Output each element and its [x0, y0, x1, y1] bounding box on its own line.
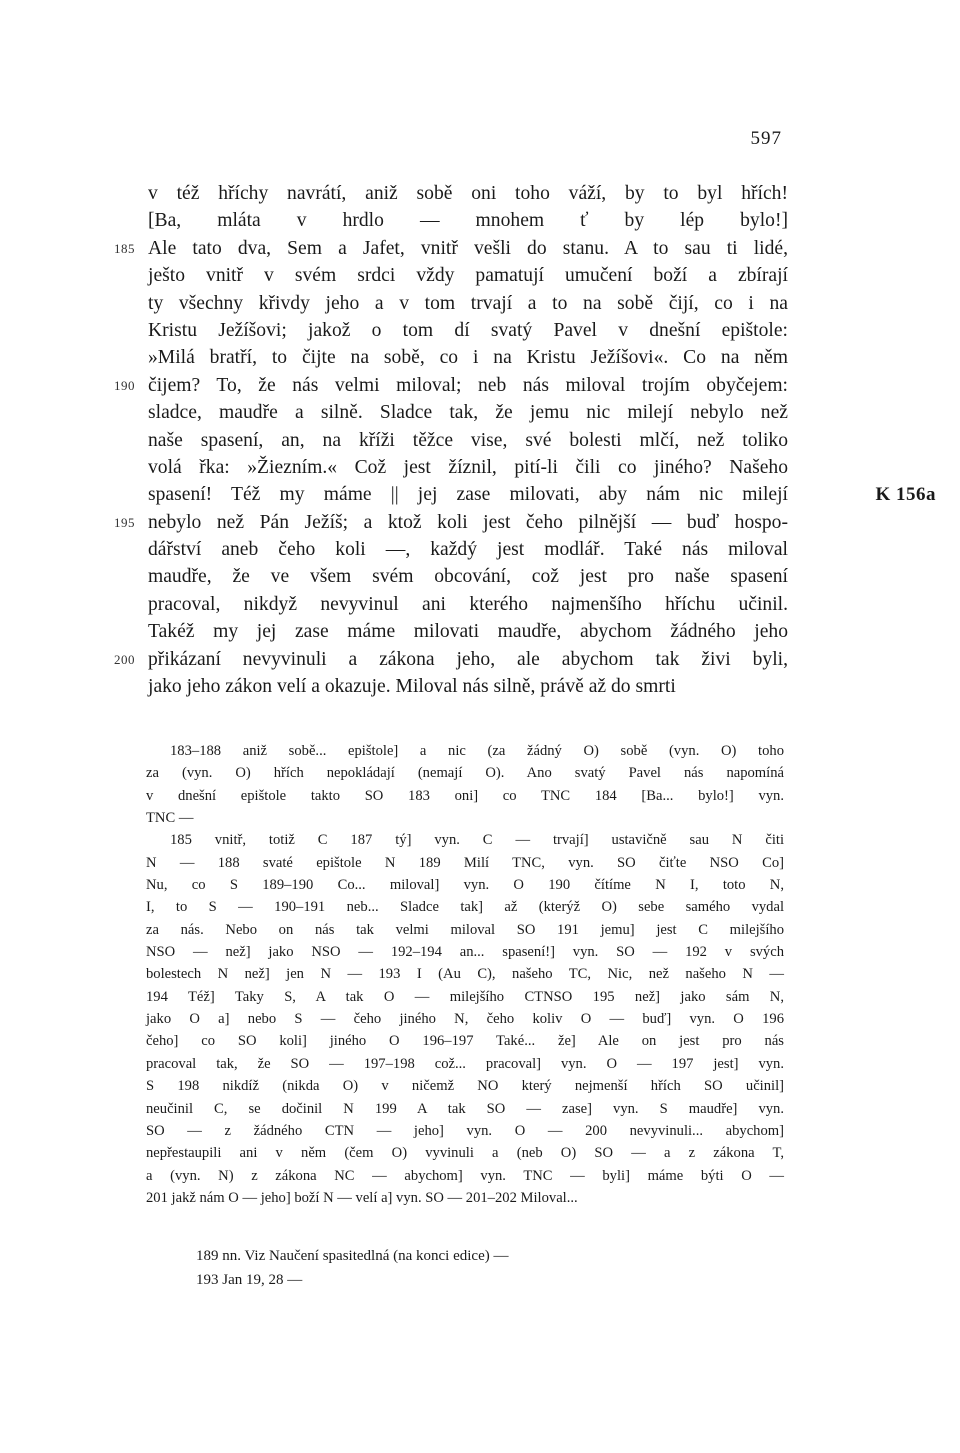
text-line: [114, 235, 788, 262]
apparatus-line: jako O a] nebo S — čeho jiného N, čeho koliv O — buď] vyn. O 196: [146, 1011, 784, 1028]
apparatus-line: NSO — než] jako NSO — 192–194 an... spasení!] vyn. SO — 192 v svých: [146, 944, 784, 961]
apparatus-line: TNC —: [146, 810, 194, 827]
text-line: [148, 591, 788, 618]
apparatus-line: SO — z žádného CTN — jeho] vyn. O — 200 nevyvinuli... abychom]: [146, 1122, 784, 1139]
text-line: [148, 344, 788, 371]
text-line-content: jako jeho zákon velí a okazuje. Miloval nás silně, právě až do smrti: [148, 676, 676, 698]
text-line-content: dářství aneb čeho koli —, každý jest modlář. Také nás miloval: [148, 539, 788, 561]
text-line: [114, 509, 788, 536]
line-number: 190: [114, 377, 135, 393]
text-line: [148, 290, 788, 317]
apparatus-line: čeho] co SO koli] jiného O 196–197 Také... že] Ale on jest pro nás: [146, 1033, 784, 1050]
text-line-content: přikázaní nevyvinuli a zákona jeho, ale abychom tak živi byli,: [148, 648, 788, 670]
apparatus-line: Nu, co S 189–190 Co... miloval] vyn. O 190 čítíme N I, toto N,: [146, 877, 784, 894]
text-line: [148, 180, 788, 207]
apparatus-line: a (vyn. N) z zákona NC — abychom] vyn. TNC — byli] máme býti O —: [146, 1167, 784, 1184]
text-line-content: Kristu Ježíšovi; jakož o tom dí svatý Pavel v dnešní epištole:: [148, 319, 788, 341]
apparatus-line: 185 vnitř, totiž C 187 tý] vyn. C — trvají] ustavičně sau N čiti: [170, 832, 784, 849]
apparatus-line: za (vyn. O) hřích nepokládají (nemají O). Ano svatý Pavel nás napomíná: [146, 765, 784, 782]
text-line-content: [Ba, mláta v hrdlo — mnohem ť by lép bylo!]: [148, 210, 788, 232]
text-line: [148, 673, 788, 700]
text-line-content: naše spasení, an, na kříži těžce vise, své bolesti mlčí, než toliko: [148, 429, 788, 451]
line-number: 185: [114, 240, 135, 256]
apparatus-line: neučinil C, se dočinil N 199 A tak SO — zase] vyn. S maudře] vyn.: [146, 1100, 784, 1117]
text-line-content: Ale tato dva, Sem a Jafet, vnitř vešli do stanu. A to sau ti lidé,: [148, 237, 788, 259]
text-line: [148, 317, 788, 344]
text-line-content: v též hříchy navrátí, aniž sobě oni toho váží, by to byl hřích!: [148, 183, 788, 204]
note-line: 193 Jan 19, 28 —: [196, 1272, 303, 1288]
apparatus-line: pracoval tak, že SO — 197–198 což... pracoval] vyn. O — 197 jest] vyn.: [146, 1055, 784, 1072]
apparatus-line: 201 jakž nám O — jeho] boží N — velí a] vyn. SO — 201–202 Miloval...: [146, 1189, 578, 1206]
text-line-content: nebylo než Pán Ježíš; a ktož koli jest čeho pilnější — buď hospo-: [148, 511, 788, 533]
apparatus-line: za nás. Nebo on nás tak velmi miloval SO 191 jemu] jest C milejšího: [146, 921, 784, 938]
text-line: [148, 207, 788, 234]
line-number: 200: [114, 651, 135, 667]
apparatus-line: N — 188 svaté epištole N 189 Milí TNC, vyn. SO čiťte NSO Co]: [146, 854, 784, 871]
apparatus-line: v dnešní epištole takto SO 183 oni] co TNC 184 [Ba... bylo!] vyn.: [146, 787, 784, 804]
text-line: [114, 372, 788, 399]
text-line-content: ješto vnitř v svém srdci vždy pamatují umučení boží a zbírají: [148, 265, 788, 287]
text-line-content: sladce, maudře a silně. Sladce tak, že jemu nic milejí nebylo než: [148, 402, 788, 424]
text-line: [114, 646, 788, 673]
page-number: 597: [750, 128, 782, 149]
text-line: [148, 536, 788, 563]
text-line-content: maudře, že ve všem svém obcování, což jest pro naše spasení: [148, 566, 788, 588]
text-line-content: ty všechny křivdy jeho a v tom trvají a to na sobě čijí, co i na: [148, 292, 788, 314]
text-line: [148, 481, 936, 508]
text-line: [148, 563, 788, 590]
apparatus-line: I, to S — 190–191 neb... Sladce tak] až (kterýž O) sebe samého vydal: [146, 899, 784, 916]
text-line-content: pracoval, nikdyž nevyvinul ani kterého najmenšího hříchu učinil.: [148, 593, 788, 615]
text-line: [148, 427, 788, 454]
text-line: [148, 399, 788, 426]
text-line: [148, 454, 788, 481]
main-text: [114, 180, 936, 700]
text-line-content: Takéž my jej zase máme milovati maudře, abychom žádného jeho: [148, 621, 788, 643]
note-line: 189 nn. Viz Naučení spasitedlná (na konci edice) —: [196, 1248, 509, 1264]
text-line: [148, 618, 788, 645]
critical-apparatus: [146, 740, 784, 1209]
text-line: [148, 262, 788, 289]
text-line-content: spasení! Též my máme || jej zase milovati, aby nám nic milejí: [148, 484, 788, 506]
folio-marker: K 156a: [875, 484, 936, 506]
source-notes: [196, 1244, 756, 1292]
apparatus-line: nepřestaupili ani v něm (čem O) vyvinuli a (neb O) SO — a z zákona T,: [146, 1145, 784, 1162]
apparatus-line: bolestech N než] jen N — 193 I (Au C), našeho TC, Nic, než našeho N —: [146, 966, 784, 983]
apparatus-line: 194 Též] Taky S, A tak O — milejšího CTNSO 195 než] jako sám N,: [146, 988, 784, 1005]
text-line-content: volá řka: »Žiezním.« Což jest žíznil, pití-li čili co jiného? Našeho: [148, 456, 788, 478]
apparatus-line: S 198 nikdíž (nikda O) v ničemž NO který nejmenší hřích SO učinil]: [146, 1078, 784, 1095]
text-line-content: »Milá bratří, to čijte na sobě, co i na Kristu Ježíšovi«. Co na něm: [148, 347, 788, 369]
apparatus-line: 183–188 aniž sobě... epištole] a nic (za žádný O) sobě (vyn. O) toho: [170, 743, 784, 759]
text-line-content: čijem? To, že nás velmi miloval; neb nás miloval trojím obyčejem:: [148, 374, 788, 396]
line-number: 195: [114, 514, 135, 530]
